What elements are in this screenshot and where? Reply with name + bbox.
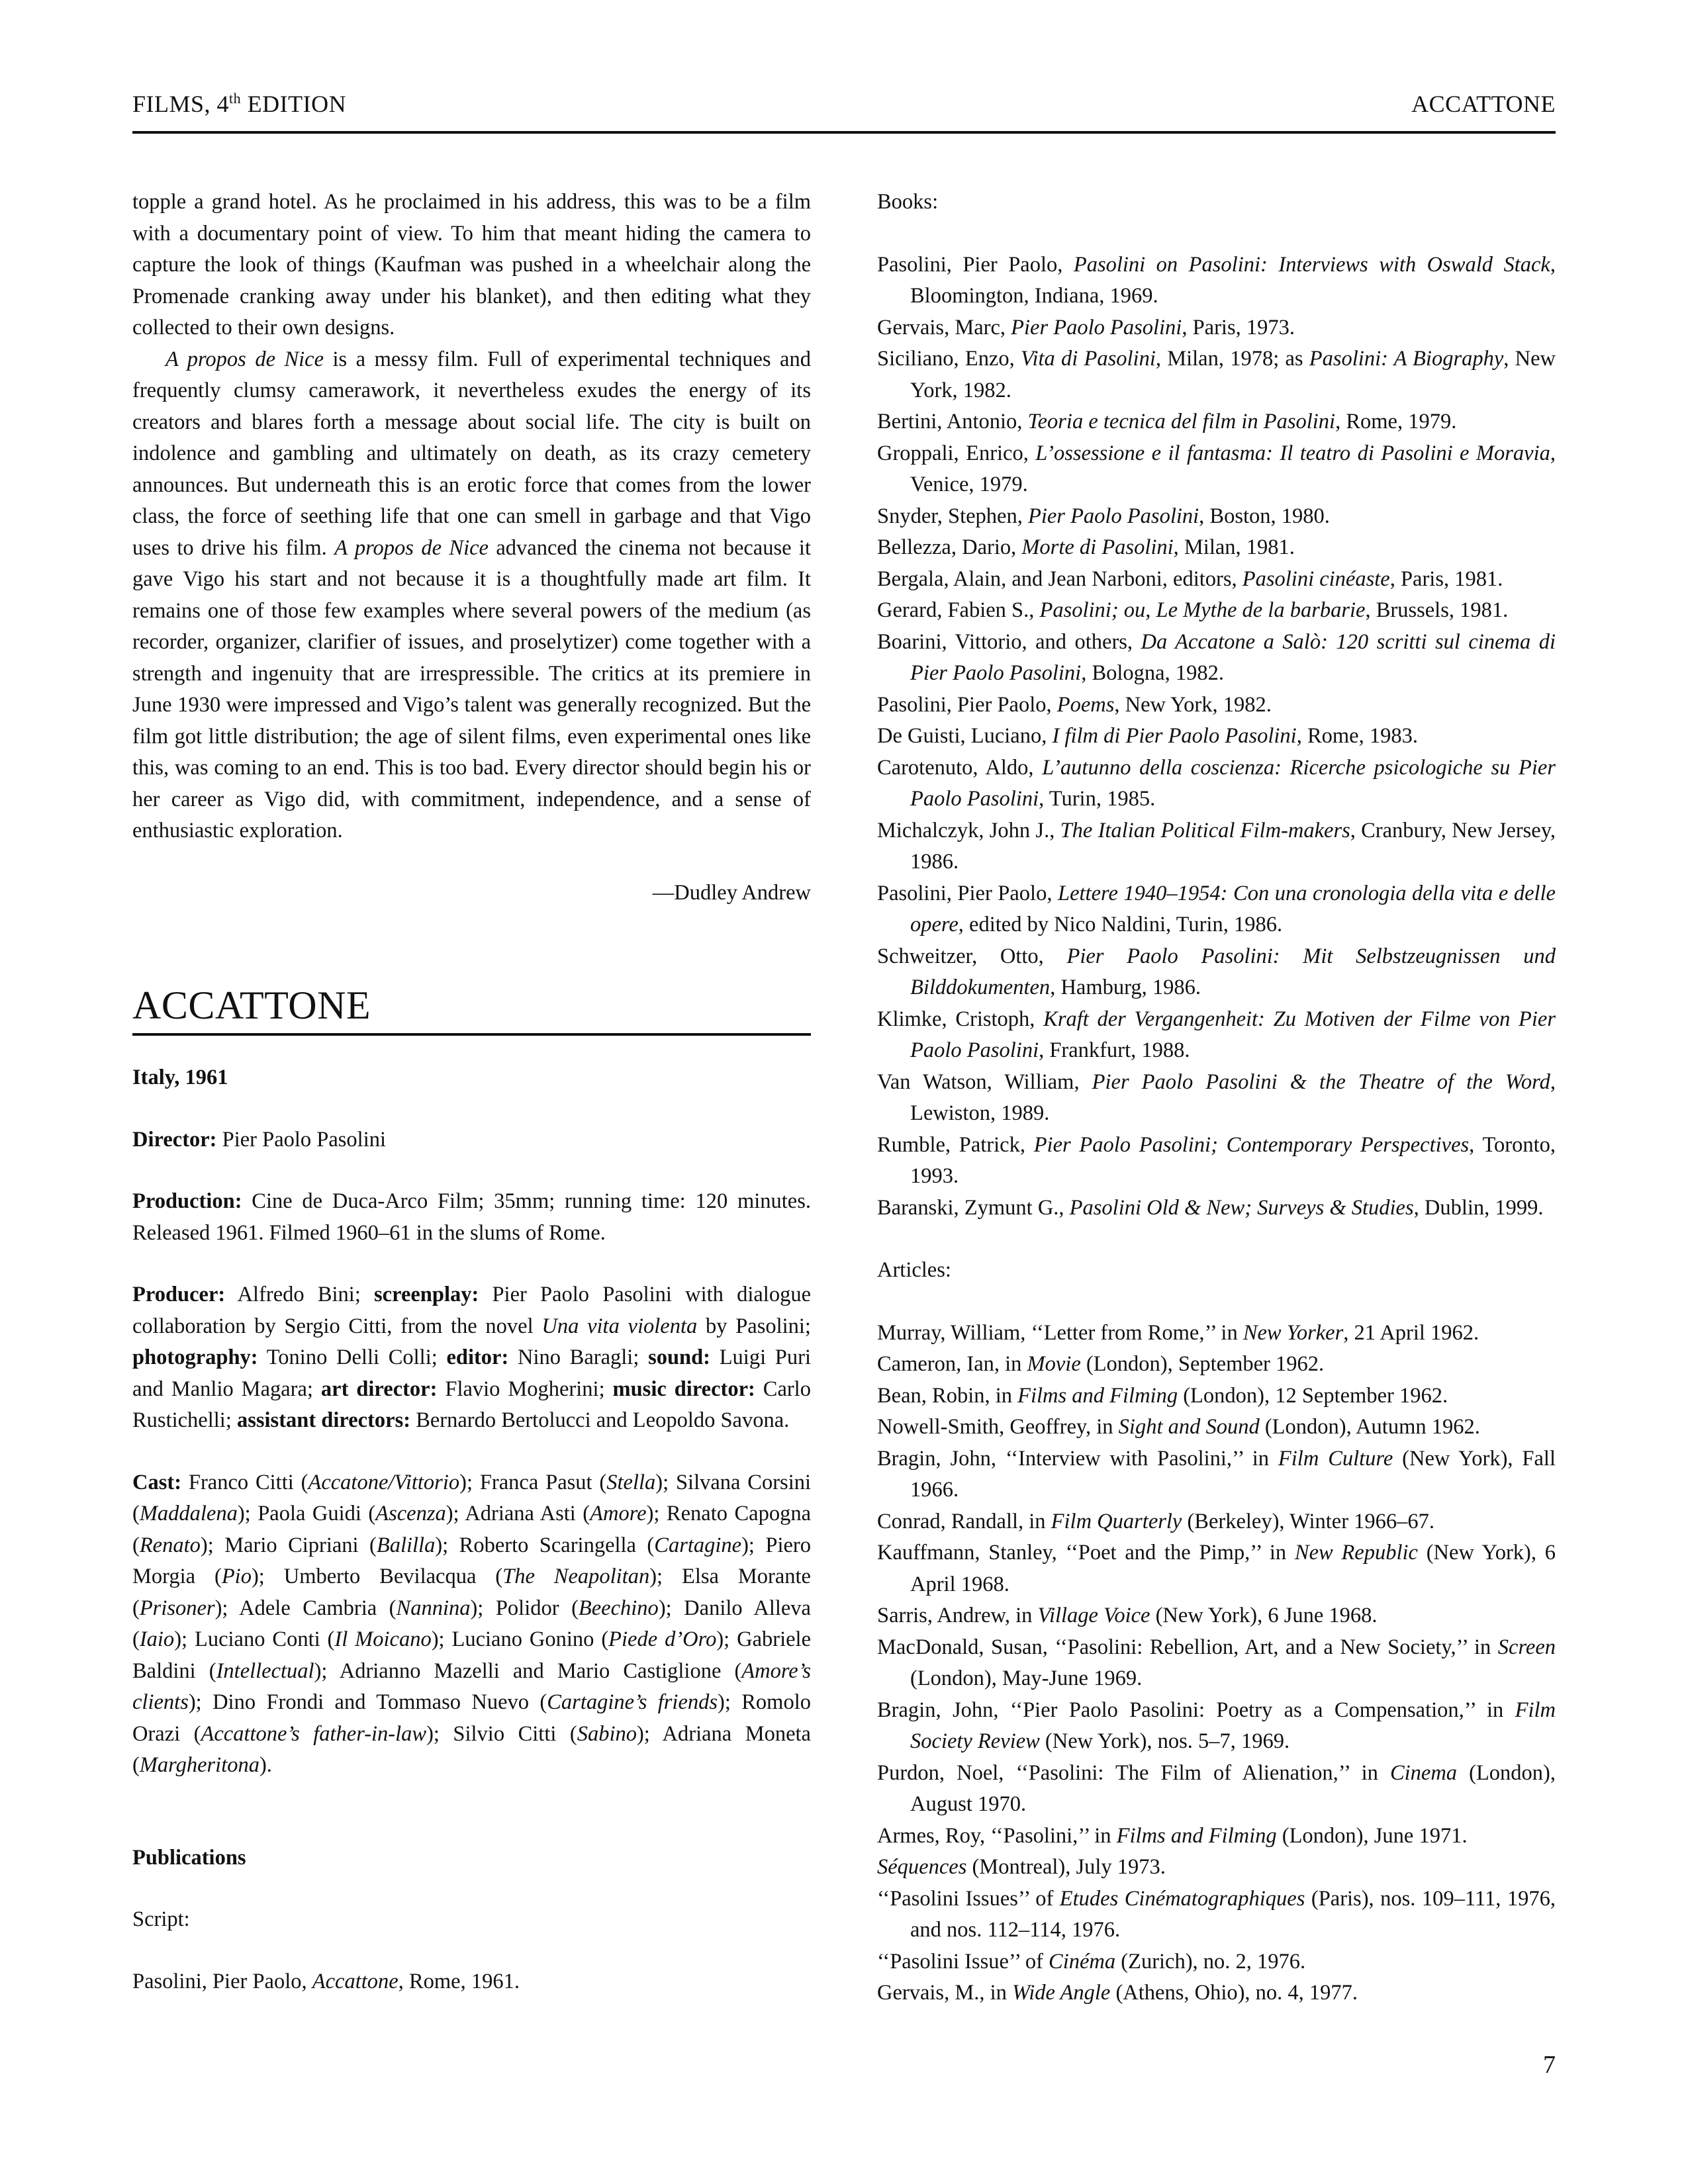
italic-title: Sight and Sound	[1118, 1415, 1260, 1439]
italic-title: Vita di Pasolini	[1021, 347, 1156, 371]
italic-title: Prisoner	[139, 1596, 215, 1620]
bibliography-entry: Boarini, Vittorio, and others, Da Accatone a Salò: 120 scritti sul cinema di Pier Paolo Pasolini, Bologna, 1982.	[877, 629, 1556, 685]
bold-label: music director:	[612, 1377, 755, 1401]
articles-label: Articles:	[877, 1258, 951, 1282]
italic-title: Margheritona	[139, 1753, 259, 1777]
bibliography-entry: Gervais, M., in Wide Angle (Athens, Ohio), no. 4, 1977.	[877, 1981, 1358, 2005]
bibliography-entry: Gerard, Fabien S., Pasolini; ou, Le Mythe de la barbarie, Brussels, 1981.	[877, 598, 1509, 622]
title-rule	[132, 1033, 811, 1036]
italic-title: The Neapolitan	[502, 1565, 650, 1588]
cast-list: Cast: Franco Citti (Accatone/Vittorio); Franca Pasut (Stella); Silvana Corsini (Maddalena); Paola Guidi (Ascenza); Adriana Asti (Amore); Renato Capogna (Renato); Mario Cipriani (Balilla); Roberto Scaringella (Cartagine); Piero Morgia (Pio); Umberto Bevilacqua (The Neapolitan); Elsa Morante (Prisoner); Adele Cambria (Nannina); Polidor (Beechino); Danilo Alleva (Iaio); Luciano Conti (Il Moicano); Luciano Gonino (Piede d’Oro); Gabriele Baldini (Intellectual); Adrianno Mazelli and Mario Castiglione (Amore’s clients); Dino Frondi and Tommaso Nuevo (Cartagine’s friends); Romolo Orazi (Accattone’s father-in-law); Silvio Citti (Sabino); Adriana Moneta (Margheritona).	[132, 1470, 812, 1777]
bibliography-entry: Rumble, Patrick, Pier Paolo Pasolini; Contemporary Perspectives, Toronto, 1993.	[877, 1132, 1556, 1188]
italic-title: Lettere 1940–1954: Con una cronologia della vita e delle opere	[910, 881, 1556, 936]
italic-title: New Republic	[1294, 1541, 1418, 1565]
script-label: Script:	[132, 1907, 190, 1931]
right-column	[877, 187, 1556, 2009]
italic-title: Movie	[1027, 1352, 1081, 1376]
running-head-left: FILMS, 4th EDITION	[132, 90, 347, 117]
italic-title: Nannina	[396, 1596, 471, 1620]
header-rule	[132, 131, 1556, 134]
crew-credits: Producer: Alfredo Bini; screenplay: Pier Paolo Pasolini with dialogue collaboration by Sergio Citti, from the novel Una vita violenta by Pasolini; photography: Tonino Delli Colli; editor: Nino Baragli; sound: Luigi Puri and Manlio Magara; art director: Flavio Mogherini; music director: Carlo Rustichelli; assistant directors: Bernardo Bertolucci and Leopoldo Savona.	[132, 1283, 811, 1432]
italic-title: Films and Filming	[1017, 1383, 1178, 1408]
italic-title: Accattone	[312, 1969, 399, 1993]
bold-label: photography:	[132, 1345, 258, 1369]
bibliography-entry: Klimke, Cristoph, Kraft der Vergangenheit: Zu Motiven der Filme von Pier Paolo Pasolini, Frankfurt, 1988.	[877, 1007, 1556, 1062]
italic-title: Film Culture	[1278, 1446, 1393, 1471]
italic-title: Amore	[590, 1502, 647, 1525]
bold-label: assistant directors:	[236, 1408, 411, 1432]
italic-title: Sabino	[577, 1721, 637, 1746]
italic-title: Village Voice	[1037, 1604, 1150, 1627]
bibliography-entry: Bergala, Alain, and Jean Narboni, editors, Pasolini cinéaste, Paris, 1981.	[877, 567, 1503, 591]
italic-title: Morte di Pasolini	[1021, 535, 1174, 559]
bibliography-entry: MacDonald, Susan, ‘‘Pasolini: Rebellion, Art, and a New Society,’’ in Screen (London), May-June 1969.	[877, 1635, 1556, 1690]
italic-title: Pasolini: A Biography	[1309, 347, 1504, 371]
italic-title: Ascenza	[375, 1502, 446, 1525]
bibliography-entry: ‘‘Pasolini Issues’’ of Etudes Cinématographiques (Paris), nos. 109–111, 1976, and nos. 112–114, 1976.	[877, 1886, 1556, 1942]
bold-label: art director:	[320, 1377, 438, 1401]
italic-title: Balilla	[376, 1533, 436, 1557]
bibliography-entry: Siciliano, Enzo, Vita di Pasolini, Milan, 1978; as Pasolini: A Biography, New York, 1982.	[877, 347, 1556, 402]
italic-title: Intellectual	[216, 1659, 314, 1683]
bibliography-entry: Gervais, Marc, Pier Paolo Pasolini, Paris, 1973.	[877, 315, 1295, 340]
italic-title: Pasolini on Pasolini: Interviews with Oswald Stack	[1073, 252, 1550, 277]
bold-label: screenplay:	[374, 1283, 479, 1306]
italic-title: Beechino	[578, 1596, 659, 1620]
bold-label: editor:	[446, 1345, 509, 1369]
italic-title: L’autunno della coscienza: Ricerche psicologiche su Pier Paolo Pasolini	[910, 755, 1556, 811]
italic-title: Pier Paolo Pasolini: Mit Selbstzeugnissen und Bilddokumenten	[910, 944, 1556, 999]
italic-title: Wide Angle	[1012, 1981, 1111, 2005]
bibliography-entry: Carotenuto, Aldo, L’autunno della coscienza: Ricerche psicologiche su Pier Paolo Pasolini, Turin, 1985.	[877, 755, 1556, 811]
italic-title: Stella	[606, 1470, 656, 1494]
italic-title: Cartagine’s friends	[547, 1690, 718, 1714]
italic-title: Screen	[1497, 1635, 1556, 1659]
page-number: 7	[1543, 2051, 1556, 2079]
bold-label: sound:	[648, 1345, 711, 1369]
film-title: ACCATTONE	[132, 983, 371, 1027]
italic-title: Pasolini Old & New; Surveys & Studies	[1069, 1195, 1414, 1220]
italic-title: Pier Paolo Pasolini; Contemporary Perspectives	[1033, 1132, 1470, 1157]
italic-title: Pier Paolo Pasolini	[1027, 504, 1199, 528]
italic-title: Poems	[1056, 692, 1115, 717]
bibliography-entry: Snyder, Stephen, Pier Paolo Pasolini, Boston, 1980.	[877, 504, 1330, 528]
italic-title: Film Quarterly	[1051, 1509, 1182, 1533]
left-column	[132, 187, 811, 1997]
italic-title: Séquences	[877, 1855, 967, 1879]
essay-signature: —Dudley Andrew	[652, 880, 811, 905]
italic-title: I film di Pier Paolo Pasolini	[1052, 724, 1297, 748]
running-head	[132, 90, 1556, 130]
bibliography-entry: Van Watson, William, Pier Paolo Pasolini & the Theatre of the Word, Lewiston, 1989.	[877, 1069, 1556, 1125]
italic-title: Pier Paolo Pasolini	[1011, 315, 1182, 340]
bibliography-entry: De Guisti, Luciano, I film di Pier Paolo Pasolini, Rome, 1983.	[877, 724, 1418, 748]
italic-title: Maddalena	[139, 1502, 238, 1525]
bibliography-entry: Séquences (Montreal), July 1973.	[877, 1855, 1166, 1879]
italic-title: Accattone’s father-in-law	[201, 1721, 427, 1746]
essay-paragraph-2: A propos de Nice is a messy film. Full of experimental techniques and frequently clumsy camerawork, it nevertheless exudes the energy of its creators and blares forth a message about social life. The city is built on indolence and gambling and ultimately on death, as its crazy cemetery announces. But underneath this is an erotic force that comes from the lower class, the force of seething life that one can smell in garbage and that Vigo uses to drive his film. A propos de Nice advanced the cinema not because it gave Vigo his start and not because it is a thoughtfully made art film. It remains one of those few examples where several powers of the medium (as recorder, organizer, clarifier of issues, and proselytizer) come together with a strength and ingenuity that are irrespressible. The critics at its premiere in June 1930 were impressed and Vigo’s talent was generally recognized. But the film got little distribution; the age of silent films, even experimental ones like this, was coming to an end. This is too bad. Every director should begin his or her career as Vigo did, with commitment, independence, and a sense of enthusiastic exploration.	[132, 347, 811, 842]
country-year: Italy, 1961	[132, 1066, 228, 1089]
books-list	[877, 250, 1556, 1224]
articles-list	[877, 1318, 1556, 2009]
bibliography-entry: Murray, William, ‘‘Letter from Rome,’’ in New Yorker, 21 April 1962.	[877, 1320, 1479, 1345]
italic-title: Pasolini cinéaste	[1242, 567, 1390, 591]
italic-title: Il Moicano	[334, 1627, 432, 1651]
bibliography-entry: Bragin, John, ‘‘Pier Paolo Pasolini: Poetry as a Compensation,’’ in Film Society Review (New York), nos. 5–7, 1969.	[877, 1698, 1556, 1753]
italic-title: Da Accatone a Salò: 120 scritti sul cinema di Pier Paolo Pasolini	[910, 629, 1556, 685]
italic-title: Iaio	[139, 1627, 175, 1651]
italic-title: Film Society Review	[910, 1698, 1556, 1753]
italic-title: The Italian Political Film-makers	[1060, 818, 1350, 842]
italic-title: Piede d’Oro	[608, 1627, 717, 1651]
bibliography-entry: Bean, Robin, in Films and Filming (London), 12 September 1962.	[877, 1383, 1448, 1408]
bibliography-entry: Schweitzer, Otto, Pier Paolo Pasolini: Mit Selbstzeugnissen und Bilddokumenten, Hamburg, 1986.	[877, 944, 1556, 999]
bibliography-entry: Pasolini, Pier Paolo, Pasolini on Pasolini: Interviews with Oswald Stack, Bloomington, Indiana, 1969.	[877, 252, 1556, 308]
bibliography-entry: Groppali, Enrico, L’ossessione e il fantasma: Il teatro di Pasolini e Moravia, Venice, 1979.	[877, 441, 1556, 496]
italic-title: L’ossessione e il fantasma: Il teatro di Pasolini e Moravia	[1035, 441, 1550, 465]
bibliography-entry: Nowell-Smith, Geoffrey, in Sight and Sound (London), Autumn 1962.	[877, 1415, 1480, 1439]
italic-title: Films and Filming	[1116, 1823, 1277, 1848]
bibliography-entry: Pasolini, Pier Paolo, Poems, New York, 1982.	[877, 692, 1272, 717]
script-entry: Pasolini, Pier Paolo, Accattone, Rome, 1961.	[132, 1969, 520, 1993]
bibliography-entry: Kauffmann, Stanley, ‘‘Poet and the Pimp,’’ in New Republic (New York), 6 April 1968.	[877, 1541, 1556, 1596]
italic-title: Etudes Cinématographiques	[1059, 1886, 1305, 1911]
books-label: Books:	[877, 190, 939, 214]
bibliography-entry: Bellezza, Dario, Morte di Pasolini, Milan, 1981.	[877, 535, 1295, 559]
italic-title: New Yorker	[1243, 1320, 1344, 1345]
director-credit: Director: Pier Paolo Pasolini	[132, 1127, 387, 1152]
italic-title: Una vita violenta	[541, 1314, 698, 1338]
essay-paragraph-1: topple a grand hotel. As he proclaimed in his address, this was to be a film with a documentary point of view. To him that meant hiding the camera to capture the look of things (Kaufman was pushed in a wheelchair along the Promenade cranking away under his blanket), and then editing what they collected to their own designs.	[132, 190, 811, 340]
italic-title: Renato	[139, 1533, 201, 1557]
bibliography-entry: Armes, Roy, ‘‘Pasolini,’’ in Films and Filming (London), June 1971.	[877, 1823, 1468, 1848]
italic-title: Pier Paolo Pasolini & the Theatre of the Word	[1092, 1069, 1550, 1094]
italic-title: Pio	[221, 1565, 252, 1588]
bibliography-entry: Michalczyk, John J., The Italian Political Film-makers, Cranbury, New Jersey, 1986.	[877, 818, 1556, 874]
bibliography-entry: Bragin, John, ‘‘Interview with Pasolini,’’ in Film Culture (New York), Fall 1966.	[877, 1446, 1556, 1502]
publications-heading: Publications	[132, 1845, 246, 1870]
italic-title: Cinéma	[1049, 1949, 1116, 1974]
bibliography-entry: Pasolini, Pier Paolo, Lettere 1940–1954: Con una cronologia della vita e delle opere, edited by Nico Naldini, Turin, 1986.	[877, 881, 1556, 936]
italic-title: Accatone/Vittorio	[308, 1470, 460, 1494]
bibliography-entry: Cameron, Ian, in Movie (London), September 1962.	[877, 1352, 1325, 1376]
bibliography-entry: ‘‘Pasolini Issue’’ of Cinéma (Zurich), no. 2, 1976.	[877, 1949, 1306, 1974]
italic-title: Cartagine	[654, 1533, 742, 1557]
bibliography-entry: Bertini, Antonio, Teoria e tecnica del film in Pasolini, Rome, 1979.	[877, 410, 1457, 433]
bibliography-entry: Sarris, Andrew, in Village Voice (New York), 6 June 1968.	[877, 1604, 1378, 1627]
italic-title: Kraft der Vergangenheit: Zu Motiven der Filme von Pier Paolo Pasolini	[910, 1007, 1556, 1062]
italic-title: Teoria e tecnica del film in Pasolini	[1027, 410, 1336, 433]
italic-title: Amore’s clients	[132, 1659, 812, 1714]
running-head-right: ACCATTONE	[1411, 91, 1556, 117]
bibliography-entry: Conrad, Randall, in Film Quarterly (Berkeley), Winter 1966–67.	[877, 1509, 1435, 1533]
italic-title: Cinema	[1389, 1760, 1458, 1785]
production-credit: Production: Cine de Duca-Arco Film; 35mm; running time: 120 minutes. Released 1961. Filmed 1960–61 in the slums of Rome.	[132, 1189, 811, 1245]
bold-label: Producer:	[132, 1283, 226, 1306]
bibliography-entry: Baranski, Zymunt G., Pasolini Old & New; Surveys & Studies, Dublin, 1999.	[877, 1195, 1544, 1220]
italic-title: Pasolini; ou, Le Mythe de la barbarie	[1039, 598, 1366, 622]
bibliography-entry: Purdon, Noel, ‘‘Pasolini: The Film of Alienation,’’ in Cinema (London), August 1970.	[877, 1760, 1556, 1816]
